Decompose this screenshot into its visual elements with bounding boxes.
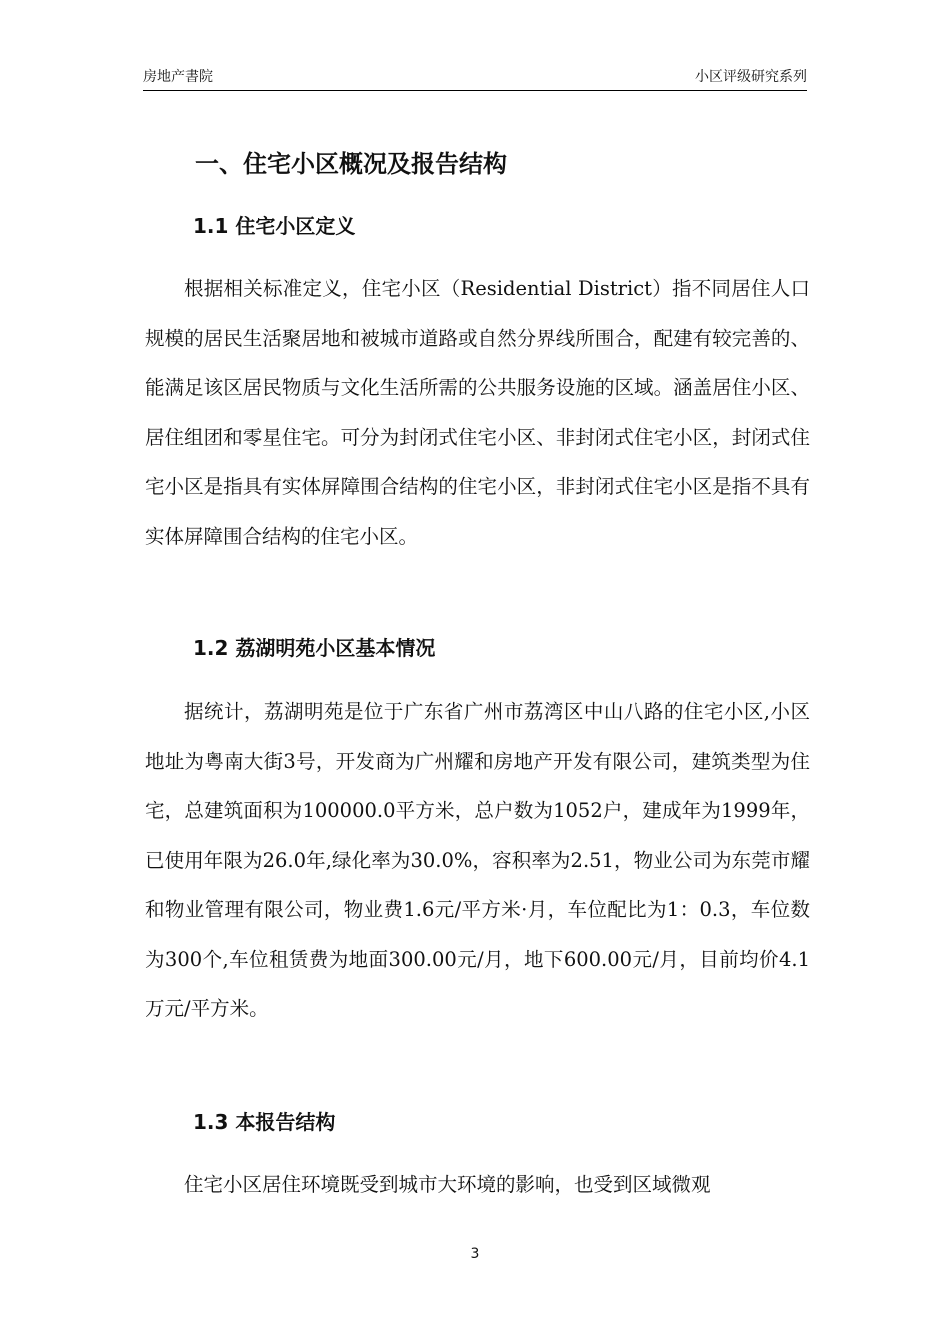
section-text-1-1: 根据相关标准定义，住宅小区（Residential District）指不同居住人口规模的居民生活聚居地和被城市道路或自然分界线所围合，配建有较完善的、能满足该区居民物质与文化生活所需的公共服务设施的区域。涵盖居住小区、居住组团和零星住宅。可分为封闭式住宅小区、非封闭式住宅小区，封闭式住宅小区是指具有实体屏障围合结构的住宅小区，非封闭式住宅小区是指不具有实体屏障围合结构的住宅小区。 [145,277,810,548]
section-text-1-2: 据统计，荔湖明苑是位于广东省广州市荔湾区中山八路的住宅小区,小区地址为粤南大街3号，开发商为广州耀和房地产开发有限公司，建筑类型为住宅，总建筑面积为100000.0平方米，总户数为1052户，建成年为1999年，已使用年限为26.0年,绿化率为30.0%，容积率为2.51，物业公司为东莞市耀和物业管理有限公司，物业费1.6元/平方米·月，车位配比为1：0.3，车位数为300个,车位租赁费为地面300.00元/月，地下600.00元/月，目前均价4.1万元/平方米。 [145,700,810,1020]
header-series-title: 小区评级研究系列 [695,69,807,85]
page-number: 3 [470,1246,480,1262]
chapter-title: 一、住宅小区概况及报告结构 [195,150,507,178]
section-heading-1-3: 1.3 本报告结构 [193,1110,336,1134]
page-header [143,64,807,91]
section-text-1-3: 住宅小区居住环境既受到城市大环境的影响，也受到区域微观 [184,1173,711,1196]
section-heading-1-1: 1.1 住宅小区定义 [193,214,356,238]
section-heading-1-2: 1.2 荔湖明苑小区基本情况 [193,636,436,660]
header-publisher: 房地产書院 [143,69,213,85]
